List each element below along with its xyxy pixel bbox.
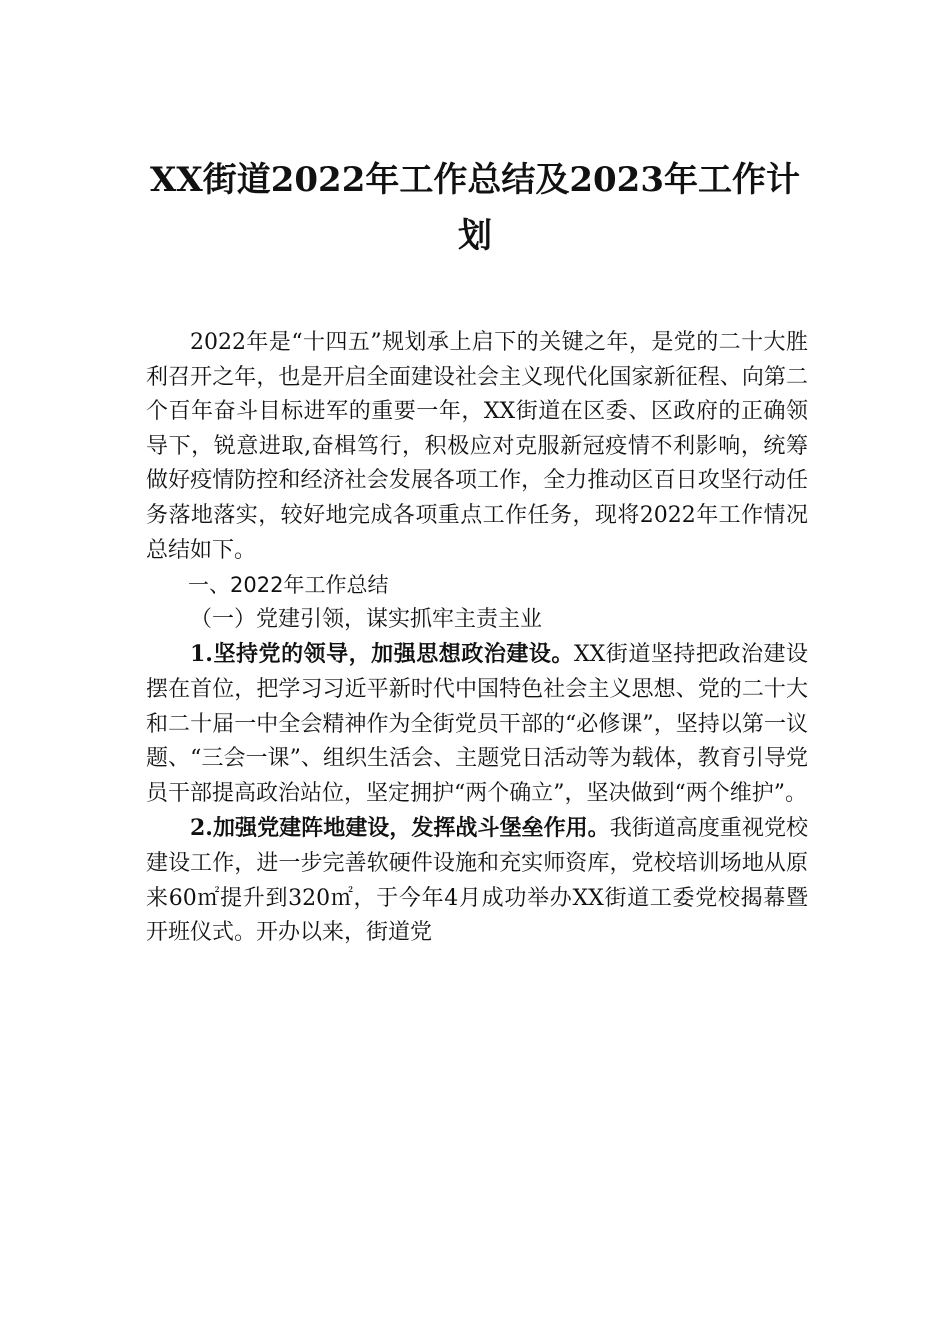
item-2-paragraph: [146, 811, 808, 950]
item-1-body: XX街道坚持把政治建设摆在首位，把学习习近平新时代中国特色社会主义思想、党的二十大和二十届一中全会精神作为全街党员干部的“必修课”，坚持以第一议题、“三会一课”、组织生活会、主题党日活动等为载体，教育引导党员干部提高政治站位，坚定拥护“两个确立”，坚决做到“两个维护”。: [146, 642, 809, 806]
section-heading: 一、2022年工作总结: [188, 573, 389, 598]
title-line-1: XX街道2022年工作总结及2023年工作计: [149, 160, 801, 200]
document-title: [120, 152, 830, 264]
intro-paragraph: 2022年是“十四五”规划承上启下的关键之年，是党的二十大胜利召开之年，也是开启全面建设社会主义现代化国家新征程、向第二个百年奋斗目标进军的重要一年，XX街道在区委、区政府的正确领导下，锐意进取,奋楫笃行，积极应对克服新冠疫情不利影响，统筹做好疫情防控和经济社会发展各项工作，全力推动区百日攻坚行动任务落地落实，较好地完成各项重点工作任务，现将2022年工作情况总结如下。: [146, 330, 808, 563]
item-2-lead: 2.加强党建阵地建设，发挥战斗堡垒作用。: [190, 815, 610, 842]
document-body: [146, 326, 808, 951]
item-2-body: 我街道高度重视党校建设工作，进一步完善软硬件设施和充实师资库，党校培训场地从原来60㎡提升到320㎡，于今年4月成功举办XX街道工委党校揭幕暨开班仪式。开办以来，街道党: [146, 816, 808, 946]
item-1-paragraph: [146, 637, 808, 811]
title-line-2: 划: [458, 216, 492, 256]
subsection-heading: （一）党建引领，谋实抓牢主责主业: [190, 606, 543, 632]
item-1-lead: 1.坚持党的领导，加强思想政治建设。: [190, 641, 574, 668]
